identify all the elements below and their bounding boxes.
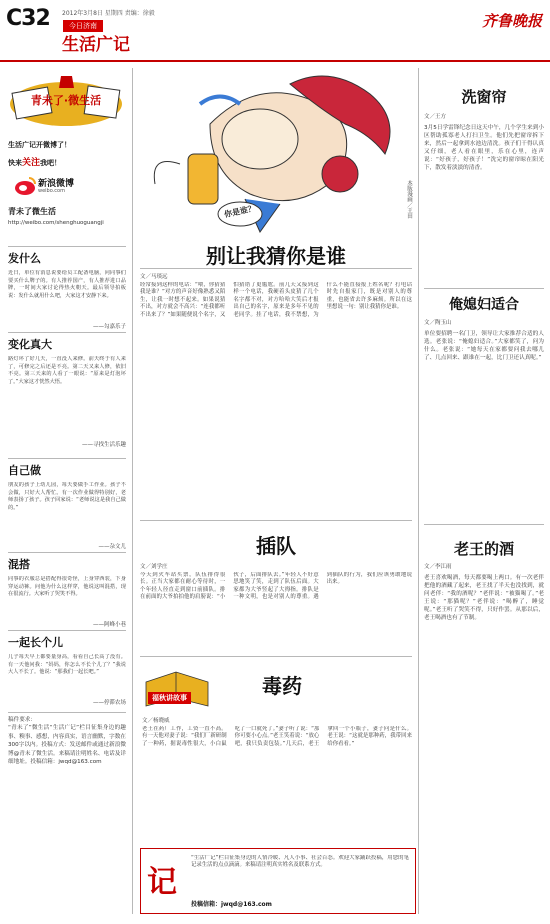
left-divider-1 [8,246,126,247]
sina-weibo-url-small: weibo.com [38,188,65,194]
brief-body: 路灯坏了好几天，一直没人来修。前天终于有人来了，可修完之后还是不亮。第二天又来人修，依旧不亮。第三天来的人看了一眼说：“原来是灯泡坏了。”大家这才恍然大悟。 [8,356,126,385]
bottom-notice-text: “生活广记”栏目征集身边的人情冷暖、凡人小事、社会百态。欢迎大家踊跃投稿，用您的笔记录生活的点点滴滴。来稿请注明真实姓名及联系方式。 [191,855,409,869]
brief-author: ——停滞农场 [92,700,126,706]
date-line: 2012年3月8日 星期四 责编：徐毅 [62,10,155,17]
right-divider-1 [424,288,544,289]
weibo-account-name: 青未了微生活 [8,207,56,216]
right-story-3-title: 老王的酒 [453,540,514,558]
right-story-3-author: 文／李江雨 [424,564,452,570]
left-notice: 稿件要求： “青未了”微生活“生活广记”栏目征集身边的趣事、糗事、感想，内容真实，语言幽默，字数在300字以内。投稿方式：发送邮件或通过新浪微博@青未了微生活。来稿请注明姓名、电话及详细地址。投稿信箱：jwqd@163.com [8,717,126,766]
banner-title: 青未了·微生活 [30,94,102,107]
brief-divider [8,630,126,631]
queue-story-title: 插队 [256,534,296,558]
right-divider-2 [424,524,544,525]
center-divider [140,520,412,521]
brief-title: 自己做 [8,464,41,477]
page-code: C32 [6,6,50,31]
center-story-body: 经常接到这样的电话：“喂，你猜猜我是谁？”对方的声音好像熟悉又陌生，让我一时想不起来。如果说猜不出，对方就会不高兴：“连我都听不出来了？”如果随便说个名字，又怕猜错了更尴尬。前几天又接到这样一个电话，我硬着头皮猜了几个名字都不对，对方哈哈大笑后才报出自己的名字，原来是多年不见的老同学。挂了电话，我不禁想，为什么不能直接报上姓名呢？打电话时先自报家门，既是对别人的尊重，也能省去许多麻烦。所以在这里想说一句：别让我猜你是谁。 [140,282,412,318]
center-divider-2 [140,656,412,657]
brief-item [8,556,126,628]
left-column-rule [132,68,133,914]
section-tag: 今日济南 [63,20,103,32]
right-story-1-title: 洗窗帘 [461,88,507,106]
brief-item [8,462,126,552]
newspaper-logo: 齐鲁晚报 [481,12,542,30]
brief-item [8,336,126,456]
weibo-url[interactable]: http://weibo.com/shenghuoguangji [8,220,104,226]
bottom-notice-logo: 记 [147,865,177,900]
weibo-promo-line1: 生活广记开微博了！ [8,141,71,149]
drug-story-author: 文／杨晓威 [142,718,170,724]
brief-title: 变化真大 [8,338,52,351]
center-story-author: 文／马琰远 [140,274,168,280]
sina-weibo-label: 新浪微博 [38,179,75,189]
brief-author: ——勾嘉乐子 [92,324,126,330]
left-divider-2 [8,712,126,713]
main-illustration [140,64,410,234]
brief-title: 混搭 [8,558,30,571]
right-column-rule [418,68,419,914]
masthead-rule [0,60,550,62]
brief-title: 发什么 [8,252,41,265]
column-badge-label: 福秋讲故事 [148,692,191,704]
brief-item [8,250,126,330]
center-title-rule [140,268,412,269]
brief-item [8,634,126,710]
brief-body: 同事的衣服总是搭配得很奇怪，上身穿西装，下身穿运动裤。问他为什么这样穿，他说这叫混搭，现在很流行。大家听了哭笑不得。 [8,576,126,598]
illustration-credit: 本版漫画／王田 [406,180,412,219]
left-briefs [8,250,126,710]
speech-bubble-text: 你是谁？ [223,203,257,220]
right-story-2-title: 俺媳妇适合 [449,297,519,313]
queue-story-author: 文／刘学庄 [140,564,168,570]
cartoon-illustration [140,64,410,234]
drug-story-title: 毒药 [262,674,302,698]
banner [6,70,126,130]
story-column-badge [142,662,212,712]
brief-author: ——寻找生活乐趣 [81,442,126,448]
right-story-2-author: 文／陶玉山 [424,320,452,326]
sina-weibo-icon [14,176,36,196]
brief-author: ——阿峰小巷 [92,622,126,628]
section-title: 生活广记 [62,35,130,55]
bottom-notice [140,848,416,914]
brief-divider [8,458,126,459]
brief-body: 近日，单位有消息说要给员工配备电脑，问同事们要买什么牌子的。有人推荐国产，有人推荐进口品牌，一时间大家讨论得热火朝天。最后领导拍板说：发什么就用什么吧，大家这才安静下来。 [8,270,126,299]
masthead [0,0,550,62]
right-story-1-author: 文／王方 [424,114,447,120]
center-story-title: 别让我猜你是谁 [206,244,346,268]
weibo-promo [8,140,128,230]
brief-title: 一起长个儿 [8,636,63,649]
book-icon [142,662,212,712]
brief-divider [8,332,126,333]
bottom-notice-email: 投稿信箱：jwqd@163.com [191,901,272,908]
brief-divider [8,552,126,553]
brief-author: ——杂文儿 [98,544,126,550]
drug-story-body: 老王在药厂工作，工资一直不高。有一天他对妻子说：“我们厂新研制了一种药，据说毒性很大，小白鼠吃了一口就死了。”妻子听了说：“那你可要小心点。”老王笑着说：“放心吧，我只负责包装。”几天后，老王拿回一个小瓶子，妻子问是什么。老王说：“这就是那种药，我带回来给你看看。” [142,726,412,747]
brief-body: 儿子每天早上都要量身高，看看自己长高了没有。有一天他问我：“妈妈，你怎么不长个儿了？”我说大人不长了。他说：“那我们一起长吧。” [8,654,126,676]
queue-story-body: 今天到火车站买票，队伍排得很长。正当大家都在耐心等待时，一个年轻人径直走到窗口前插队。排在前面的大爷拍拍他的肩膀说：“小伙子，后面排队去。”年轻人不好意思地笑了笑，走到了队伍后面。大家都为大爷竖起了大拇指。排队是一种文明，也是对别人的尊重。遇到插队的行为，我们应该勇敢地说出来。 [140,572,412,601]
right-story-2-body: 单位要招聘一名门卫，领导让大家推荐合适的人选。老张说：“俺媳妇适合。”大家都笑了，问为什么。老张说：“她每天在家都要问我去哪儿了、几点回来、跟谁在一起，比门卫还认真呢。” [424,331,544,361]
weibo-promo-line2: 快来关注我吧！ [8,158,62,168]
right-story-3-body: 老王喜欢喝酒，每天都要喝上两口。有一次老伴把他的酒藏了起来，老王找了半天也没找到，就问老伴：“我的酒呢？”老伴说：“被猫喝了。”老王说：“那猫呢？”老伴说：“喝醉了，睡觉呢。”老王听了哭笑不得，只好作罢。从那以后，老王喝酒也有了节制。 [424,575,544,621]
brief-body: 朋友的孩子上幼儿园，每天要做手工作业。孩子不会做，只好大人帮忙。有一次作业做得特别好，老师表扬了孩子。孩子回家说：“老师说这是我自己做的。” [8,482,126,511]
sina-weibo-logo [14,174,86,198]
right-story-1-body: 3月5日学雷锋纪念日这天中午，几个学生来到小区帮助孤寡老人打扫卫生。他们先把窗帘拆下来，然后一起拿到水池边清洗。孩子们干得认真又仔细，老人看在眼里，乐在心里，连声说：“好孩子，好孩子！”洗完的窗帘晾在阳光下，散发着淡淡的清香。 [424,125,544,171]
